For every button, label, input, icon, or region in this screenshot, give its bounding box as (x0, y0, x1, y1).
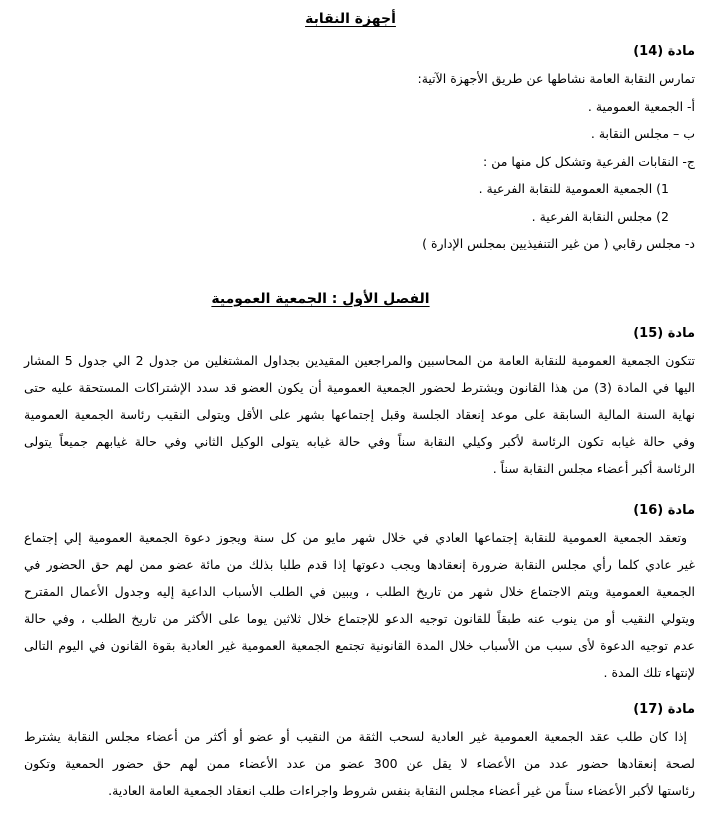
article-16-line: ويتولي النقيب أو من ينوب عنه طبقاً للقانون توجيه الدعو للإجتماع خلال ثلاثين يوما على الأكثر من تاريخ الطلب ، وفي حالة (24, 610, 695, 626)
article-14-intro: تمارس النقابة العامة نشاطها عن طريق الأجهزة الآتية: (417, 71, 695, 86)
article-14-item-c2: 2) مجلس النقابة الفرعية . (531, 208, 669, 224)
chapter-1-heading-text: الفصل الأول : الجمعية العمومية (211, 290, 430, 307)
article-17-line: رئاستها لأكبر الأعضاء سناً من غير أعضاء مجلس النقابة بنفس شروط واجراءات طلب انعقاد الجمعية العامة العادية. (108, 782, 695, 798)
article-16-line: وتعقد الجمعية العمومية للنقابة إجتماعها العادي في خلال شهر مايو من كل سنة ويجوز دعوة الجمعية العمومية إلي إجتماع (24, 529, 687, 545)
article-16-line: الجمعية العمومية ويتم الاجتماع خلال شهر من تاريخ الطلب ، ويبين في الطلب الأسباب الداعية إليه وجدول الأعمال المقترح (24, 583, 695, 599)
article-16-line: لإنتهاء تلك المدة . (603, 664, 695, 680)
document-title (15, 8, 686, 30)
article-14-item-b: ب – مجلس النقابة . (590, 126, 695, 141)
article-17-line: إذا كان طلب عقد الجمعية العمومية غير العادية لسحب الثقة من النقيب أو عضو أو أكثر من أعضاء مجلس النقابة يشترط (24, 728, 687, 744)
chapter-1-heading (0, 288, 656, 310)
article-14-item-a: أ- الجمعية العمومية . (587, 98, 695, 114)
article-15-line: تتكون الجمعية العمومية للنقابة العامة من المحاسبين والمراجعين المقيدين بجداول المشتغلين من جدول 2 الي جدول 5 المشار (24, 352, 695, 368)
article-15-line: الرئاسة أكبر أعضاء مجلس النقابة سناً . (492, 460, 695, 476)
article-15-line: نهاية السنة المالية السابقة على موعد إنعقاد الجلسة وقبل إجتماعها بشهر على الأقل ويتولى النقيب رئاسة الجمعية العمومية (24, 406, 695, 422)
article-17-heading: مادة (17) (633, 701, 695, 717)
article-16-line: غير عادي كلما رأي مجلس النقابة ضرورة إنعقادها ويجب دعوتها إذا قدم طلبا بذلك من مائة عضو ممن لهم حق الحضور في (24, 556, 695, 572)
article-14-heading: مادة (14) (633, 44, 695, 59)
article-14-item-c: ج- النقابات الفرعية وتشكل كل منها من : (483, 153, 695, 169)
article-16-line: عدم توجيه الدعوة لأى سبب من الأسباب خلال المدة القانونية تجتمع الجمعية العمومية غير العادية بقوة القانون في اليوم التالى (24, 637, 695, 653)
article-15 (24, 320, 695, 482)
article-14 (24, 38, 695, 258)
article-14-item-d: د- مجلس رقابي ( من غير التنفيذيين بمجلس الإدارة ) (422, 236, 695, 251)
article-15-line: وفي حالة غيابه تكون الرئاسة لأكبر وكيلي النقابة سناً وفي حالة غيابه يتولى الوكيل الثاني وفي حالة غيابهم جميعاً يتولى (24, 433, 695, 449)
article-14-item-c1: 1) الجمعية العمومية للنقابة الفرعية . (478, 181, 669, 196)
document-title-text: أجهزة النقابة (305, 11, 396, 27)
article-17-line: لصحة إنعقادها حضور عدد من الأعضاء لا يقل عن 300 عضو من عدد الأعضاء ممن لهم حق حضور الحمعية وتكون (24, 755, 695, 771)
article-16-heading: مادة (16) (633, 502, 695, 518)
article-15-heading: مادة (15) (633, 325, 695, 341)
article-17 (24, 696, 695, 804)
article-16 (24, 497, 695, 686)
article-15-line: اليها في المادة (3) من هذا القانون ويشترط لحضور الجمعية العمومية أن يكون العضو قد سدد الإشتراكات المستحقة عليه حتى (24, 379, 695, 395)
